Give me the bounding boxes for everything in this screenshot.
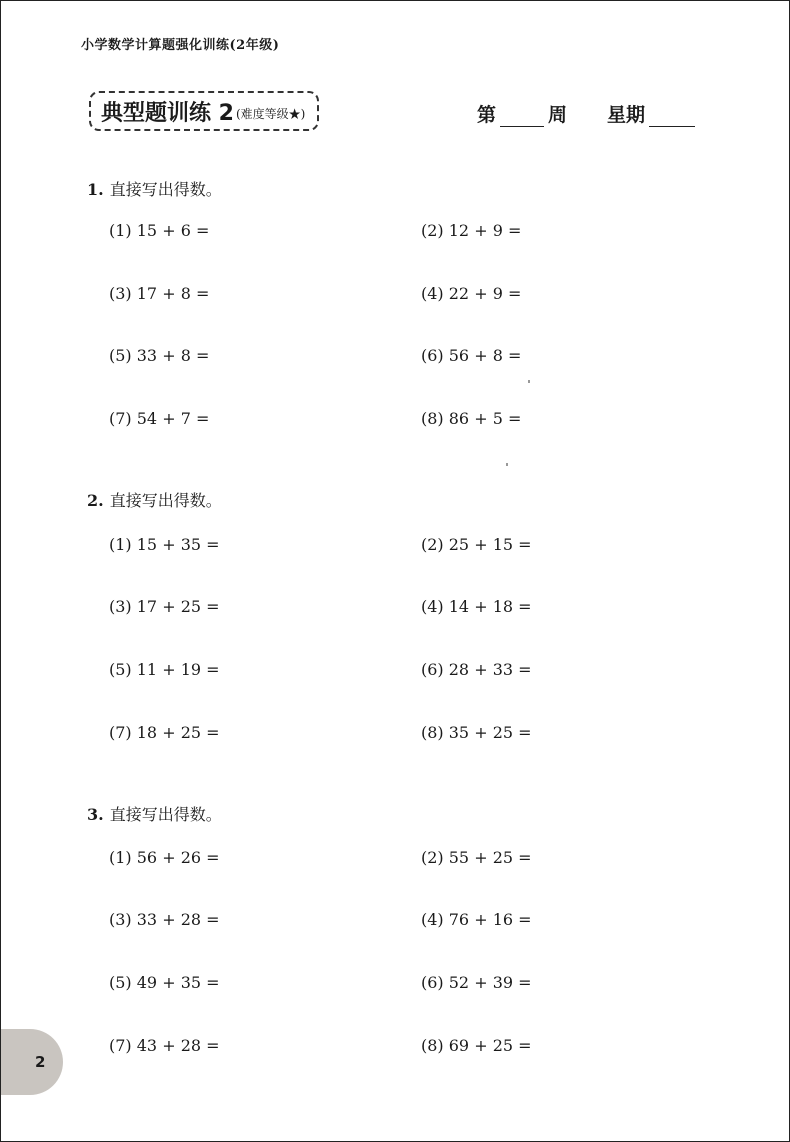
section-2-title [87,488,222,511]
problem: (5) 11 + 19 = [109,660,220,679]
problem: (6) 52 + 39 = [421,973,532,992]
problem: (3) 33 + 28 = [109,910,220,929]
section-number: 3. [87,805,104,824]
week-suffix: 周 [548,104,568,126]
problem: (3) 17 + 8 = [109,284,210,303]
problem: (7) 18 + 25 = [109,723,220,742]
problem: (4) 14 + 18 = [421,597,532,616]
week-prefix: 第 [477,104,497,126]
problem: (2) 55 + 25 = [421,848,532,867]
week-number-blank[interactable] [500,108,544,127]
page-number: 2 [35,1053,46,1071]
problem: (4) 22 + 9 = [421,284,522,303]
problem: (1) 15 + 35 = [109,535,220,554]
problem: (1) 56 + 26 = [109,848,220,867]
section-1-title [87,177,222,200]
difficulty-label: (难度等级★) [235,106,306,121]
problem: (5) 33 + 8 = [109,346,210,365]
section-number: 1. [87,180,104,199]
exercise-title: 典型题训练 2 [101,100,234,126]
problem: (8) 69 + 25 = [421,1036,532,1055]
problem: (2) 25 + 15 = [421,535,532,554]
book-title: 小学数学计算题强化训练(2年级) [81,38,280,53]
problem: (7) 54 + 7 = [109,409,210,428]
weekday-blank[interactable] [649,108,695,127]
print-speck [528,380,530,383]
weekday-label: 星期 [607,104,646,126]
section-instruction: 直接写出得数。 [109,491,222,510]
section-instruction: 直接写出得数。 [109,180,222,199]
problem: (8) 35 + 25 = [421,723,532,742]
section-number: 2. [87,491,104,510]
print-speck [506,463,508,466]
section-3-title [87,802,222,825]
problem: (1) 15 + 6 = [109,221,210,240]
problem: (2) 12 + 9 = [421,221,522,240]
page-tab [1,1029,63,1095]
problem: (3) 17 + 25 = [109,597,220,616]
section-instruction: 直接写出得数。 [109,805,222,824]
exercise-badge [89,91,319,131]
problem: (7) 43 + 28 = [109,1036,220,1055]
problem: (8) 86 + 5 = [421,409,522,428]
problem: (4) 76 + 16 = [421,910,532,929]
problem: (6) 56 + 8 = [421,346,522,365]
problem: (5) 49 + 35 = [109,973,220,992]
problem: (6) 28 + 33 = [421,660,532,679]
week-fill-line [477,100,695,127]
